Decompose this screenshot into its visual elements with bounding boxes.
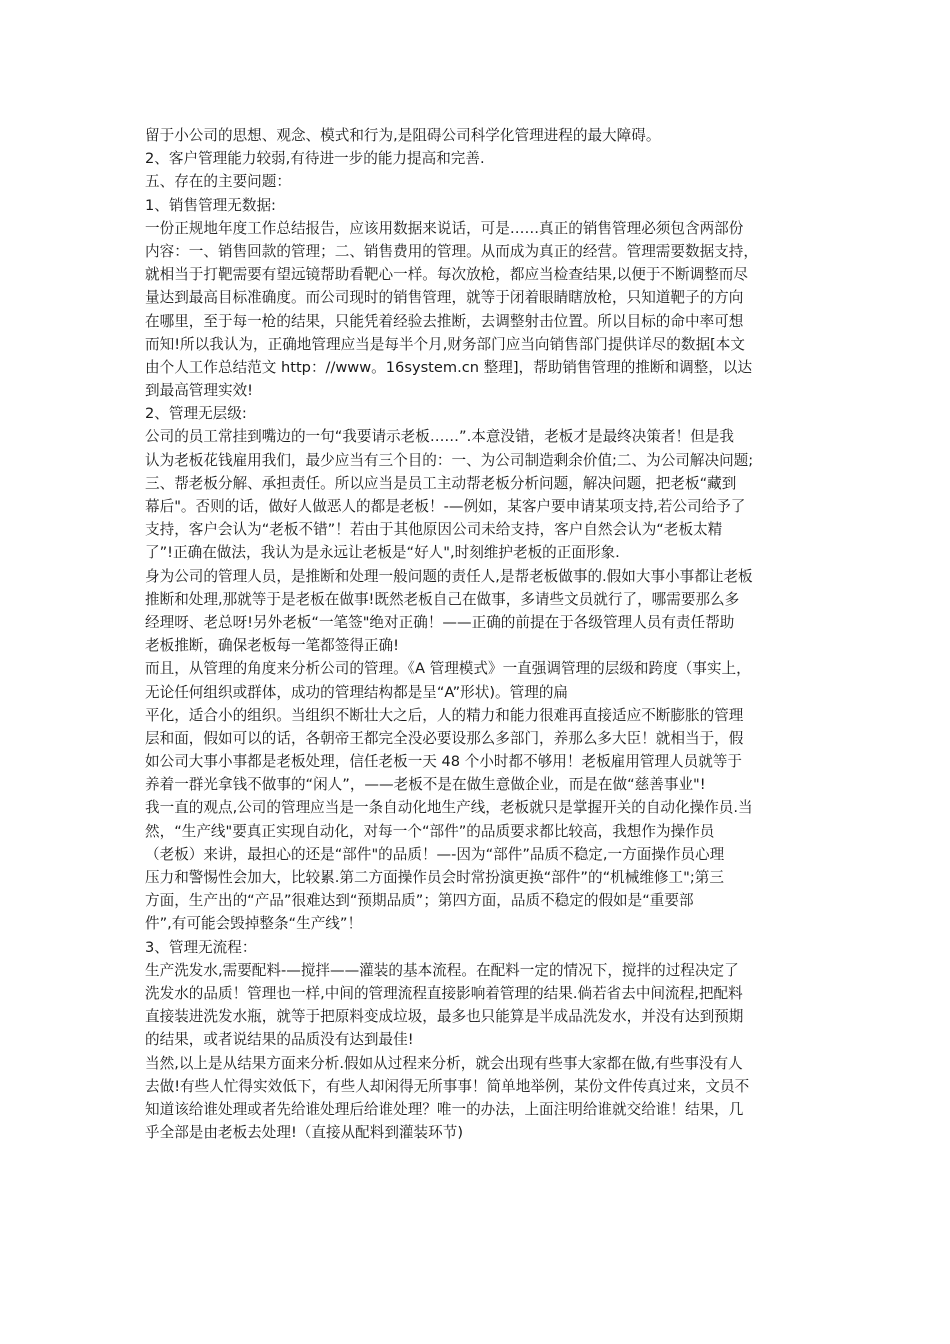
text-line: 生产洗发水,需要配料-—搅拌——灌装的基本流程。在配料一定的情况下，搅拌的过程决定了: [145, 961, 739, 979]
text-line: 幕后"。否则的话，做好人做恶人的都是老板！-—例如，某客户要申请某项支持,若公司给予了: [145, 498, 746, 515]
text-line: 直接装进洗发水瓶，就等于把原料变成垃圾，最多也只能算是半成品洗发水，并没有达到预期: [145, 1008, 744, 1026]
text-line: 当然,以上是从结果方面来分析.假如从过程来分析，就会出现有些事大家都在做,有些事没有人: [145, 1054, 743, 1072]
text-line: 知道该给谁处理或者先给谁处理后给谁处理？唯一的办法，上面注明给谁就交给谁！结果，几: [145, 1100, 744, 1118]
text-line: 件”,有可能会毁掉整条“生产线”！: [145, 915, 363, 933]
text-line: 洗发水的品质！管理也一样,中间的管理流程直接影响着管理的结果.倘若省去中间流程,把配料: [145, 984, 743, 1002]
text-line: （老板）来讲，最担心的还是“部件"的品质！—-因为“部件”品质不稳定,一方面操作员心理: [145, 845, 725, 863]
text-line: 2、客户管理能力较弱,有待进一步的能力提高和完善.: [145, 150, 485, 168]
text-line: 身为公司的管理人员，是推断和处理一般问题的责任人,是帮老板做事的.假如大事小事都让老板: [145, 567, 753, 585]
text-line: 就相当于打靶需要有望远镜帮助看靶心一样。每次放枪，都应当检查结果,以便于不断调整而尽: [145, 266, 748, 284]
text-line: 量达到最高目标准确度。而公司现时的销售管理，就等于闭着眼睛瞎放枪，只知道靶子的方向: [145, 289, 744, 307]
text-line: 而且，从管理的角度来分析公司的管理。《A 管理模式》一直强调管理的层级和跨度（事实上，: [145, 660, 751, 678]
document-body: [145, 124, 810, 1144]
text-line: 支持，客户会认为“老板不错”！若由于其他原因公司未给支持，客户自然会认为“老板太精: [145, 521, 723, 539]
text-line: 层和面，假如可以的话，各朝帝王都完全没必要设那么多部门，养那么多大臣！就相当于，假: [145, 729, 744, 747]
text-line: 3、管理无流程：: [145, 938, 257, 956]
text-line: 而知!所以我认为，正确地管理应当是每半个月,财务部门应当向销售部门提供详尽的数据[本文: [145, 335, 745, 353]
text-line: 老板推断，确保老板每一笔都签得正确!: [145, 637, 399, 655]
text-line: 由个人工作总结范文 http：//www。16system.cn 整理]，帮助销售管理的推断和调整，以达: [145, 358, 753, 376]
text-line: 经理呀、老总呀!另外老板“一笔签"绝对正确！——正确的前提在于各级管理人员有责任帮助: [145, 613, 735, 631]
text-line: 的结果，或者说结果的品质没有达到最佳!: [145, 1031, 414, 1049]
text-line: 留于小公司的思想、观念、模式和行为,是阻碍公司科学化管理进程的最大障碍。: [145, 127, 661, 144]
text-line: 1、销售管理无数据:: [145, 196, 276, 214]
text-line: 如公司大事小事都是老板处理，信任老板一天 48 个小时都不够用！老板雇用管理人员就等于: [145, 753, 743, 771]
text-line: 养着一群光拿钱不做事的“闲人”，——老板不是在做生意做企业，而是在做“慈善事业"!: [145, 776, 706, 794]
text-line: 在哪里，至于每一枪的结果，只能凭着经验去推断，去调整射击位置。所以目标的命中率可想: [145, 312, 744, 330]
text-line: 无论任何组织或群体，成功的管理结构都是呈“A”形状)。管理的扁: [145, 683, 569, 701]
text-line: 平化，适合小的组织。当组织不断壮大之后，人的精力和能力很难再直接适应不断膨胀的管理: [145, 706, 744, 724]
text-line: 了”!正确在做法，我认为是永远让老板是“好人",时刻维护老板的正面形象.: [145, 544, 620, 562]
text-line: 然，“生产线"要真正实现自动化，对每一个“部件”的品质要求都比较高，我想作为操作员: [145, 822, 715, 840]
text-line: 公司的员工常挂到嘴边的一句“我要请示老板……”.本意没错，老板才是最终决策者！但是我: [145, 428, 734, 446]
text-line: 认为老板花钱雇用我们，最少应当有三个目的：一、为公司制造剩余价值;二、为公司解决问题;: [145, 451, 754, 469]
text-line: 五、存在的主要问题：: [145, 173, 291, 191]
text-line: 三、帮老板分解、承担责任。所以应当是员工主动帮老板分析问题，解决问题，把老板“藏到: [145, 474, 737, 492]
text-line: 到最高管理实效!: [145, 382, 254, 400]
text-line: 2、管理无层级:: [145, 405, 247, 423]
text-line: 去做!有些人忙得实效低下，有些人却闲得无所事事！简单地举例，某份文件传真过来，文员不: [145, 1077, 750, 1095]
text-line: 方面，生产出的“产品”很难达到“预期品质”；第四方面，品质不稳定的假如是“重要部: [145, 892, 694, 910]
text-line: 压力和警惕性会加大，比较累.第二方面操作员会时常扮演更换“部件”的“机械维修工";第三: [145, 869, 724, 886]
text-line: 推断和处理,那就等于是老板在做事!既然老板自己在做事，多请些文员就行了，哪需要那么多: [145, 590, 740, 608]
text-line: 内容：一、销售回款的管理；二、销售费用的管理。从而成为真正的经营。管理需要数据支持，: [145, 242, 758, 260]
text-line: 一份正规地年度工作总结报告，应该用数据来说话，可是……真正的销售管理必须包含两部份: [145, 219, 744, 237]
text-line: 我一直的观点,公司的管理应当是一条自动化地生产线，老板就只是掌握开关的自动化操作员.当: [145, 799, 753, 817]
text-line: 乎全部是由老板去处理!（直接从配料到灌装环节): [145, 1124, 464, 1142]
